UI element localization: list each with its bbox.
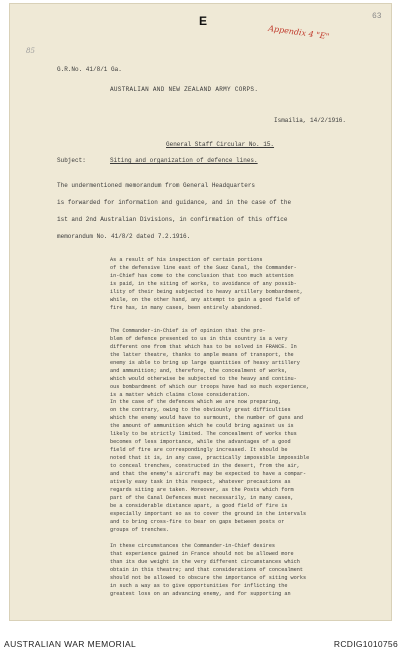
subject-text: Siting and organization of defence lines. bbox=[110, 157, 258, 164]
text-line: and ammunition; and, therefore, the concealment of works, bbox=[110, 368, 288, 374]
reference-number: G.R.No. 41/8/1 Ga. bbox=[57, 66, 122, 73]
subject-label: Subject: bbox=[57, 157, 86, 164]
place-and-date: Ismailia, 14/2/1916. bbox=[274, 117, 347, 124]
text-line: The undermentioned memorandum from General Headquarters bbox=[57, 182, 256, 189]
handwritten-appendix-note: Appendix 4 "E" bbox=[267, 23, 330, 42]
text-line: enemy is able to bring up large quantities of heavy artillery bbox=[110, 360, 300, 366]
text-line: while, on the other hand, any attempt to gain a good field of bbox=[110, 297, 300, 303]
text-line: on the contrary, owing to the obviously great difficulties bbox=[110, 407, 291, 413]
text-line: is paid, in the siting of works, to avoidance of any possib- bbox=[110, 281, 297, 287]
text-line: In the case of the defences which we are now preparing, bbox=[110, 399, 282, 405]
text-line: 1st and 2nd Australian Divisions, in confirmation of this office bbox=[57, 216, 288, 223]
text-line: the amount of ammunition which he could bring against us is bbox=[110, 423, 294, 429]
text-line: blem of defence presented to us in this country is a very bbox=[110, 336, 288, 342]
text-line: atively easy task in this respect, whatever precautions as bbox=[110, 479, 291, 485]
text-line: groups of trenches. bbox=[110, 527, 170, 533]
memo-paragraph-2 bbox=[110, 327, 380, 399]
text-line: especially important so as to cover the ground in the intervals bbox=[110, 511, 307, 517]
text-line: of the defensive line east of the Suez Canal, the Commander- bbox=[110, 265, 297, 271]
text-line: The Commander-in-Chief is of opinion that the pro- bbox=[110, 328, 266, 334]
text-line: becomes of less importance, while the advantages of a good bbox=[110, 439, 291, 445]
text-line: is a matter which claims close consideration. bbox=[110, 392, 251, 398]
stamp-letter: E bbox=[199, 14, 208, 28]
intro-paragraph bbox=[57, 177, 377, 245]
text-line: part of the Canal Defences must necessarily, in many cases, bbox=[110, 495, 294, 501]
archive-footer bbox=[0, 636, 402, 653]
memo-paragraph-1 bbox=[110, 256, 380, 312]
folio-number: 63 bbox=[372, 12, 382, 21]
document-heading: AUSTRALIAN AND NEW ZEALAND ARMY CORPS. bbox=[110, 86, 259, 93]
text-line: the latter theatre, thanks to ample means of transport, the bbox=[110, 352, 294, 358]
text-line: in-Chief has come to the conclusion that too much attention bbox=[110, 273, 294, 279]
text-line: that experience gained in France should not be allowed more bbox=[110, 551, 294, 557]
text-line: be a considerable distance apart, a good field of fire is bbox=[110, 503, 288, 509]
footer-institution: AUSTRALIAN WAR MEMORIAL bbox=[4, 639, 137, 649]
text-line: noted that it is, in any case, practically impossible impossible bbox=[110, 455, 310, 461]
text-line: is forwarded for information and guidance, and in the case of the bbox=[57, 199, 292, 206]
text-line: memorandum No. 41/8/2 dated 7.2.1916. bbox=[57, 233, 191, 240]
text-line: should not be allowed to obscure the importance of siting works bbox=[110, 575, 307, 581]
memo-paragraph-4 bbox=[110, 542, 380, 598]
text-line: which the enemy would have to surmount, the number of guns and bbox=[110, 415, 304, 421]
text-line: ility of their being subjected to heavy artillery bombardment, bbox=[110, 289, 304, 295]
text-line: In these circumstances the Commander-in-Chief desires bbox=[110, 543, 275, 549]
pencil-mark: 85 bbox=[26, 47, 35, 55]
text-line: ous bombardment of which our troops have had so much experience, bbox=[110, 384, 310, 390]
text-line: than its due weight in the very different circumstances which bbox=[110, 559, 300, 565]
text-line: As a result of his inspection of certain portions bbox=[110, 257, 263, 263]
text-line: obtain in this theatre; and that considerations of concealment bbox=[110, 567, 304, 573]
text-line: and that the enemy's aircraft may be expected to have a compar- bbox=[110, 471, 307, 477]
text-line: to conceal trenches, constructed in the desert, from the air, bbox=[110, 463, 300, 469]
memo-paragraph-3 bbox=[110, 398, 380, 534]
footer-record-id: RCDIG1010756 bbox=[333, 639, 398, 649]
text-line: field of fire are correspondingly increased. It should be bbox=[110, 447, 288, 453]
text-line: regards siting are taken. Moreover, as the Posts which form bbox=[110, 487, 294, 493]
text-line: likely to be strictly limited. The concealment of works thus bbox=[110, 431, 297, 437]
text-line: and to bring cross-fire to bear on gaps between posts or bbox=[110, 519, 285, 525]
text-line: greatest loss on an advancing enemy, and for supporting an bbox=[110, 591, 291, 597]
text-line: different one from that which has to be solved in FRANCE. In bbox=[110, 344, 297, 350]
text-line: which would otherwise be subjected to the heavy and continu- bbox=[110, 376, 297, 382]
circular-title: General Staff Circular No. 15. bbox=[166, 141, 275, 148]
text-line: fire has, in many cases, been entirely abandoned. bbox=[110, 305, 263, 311]
text-line: in such a way as to give opportunities for inflicting the bbox=[110, 583, 288, 589]
